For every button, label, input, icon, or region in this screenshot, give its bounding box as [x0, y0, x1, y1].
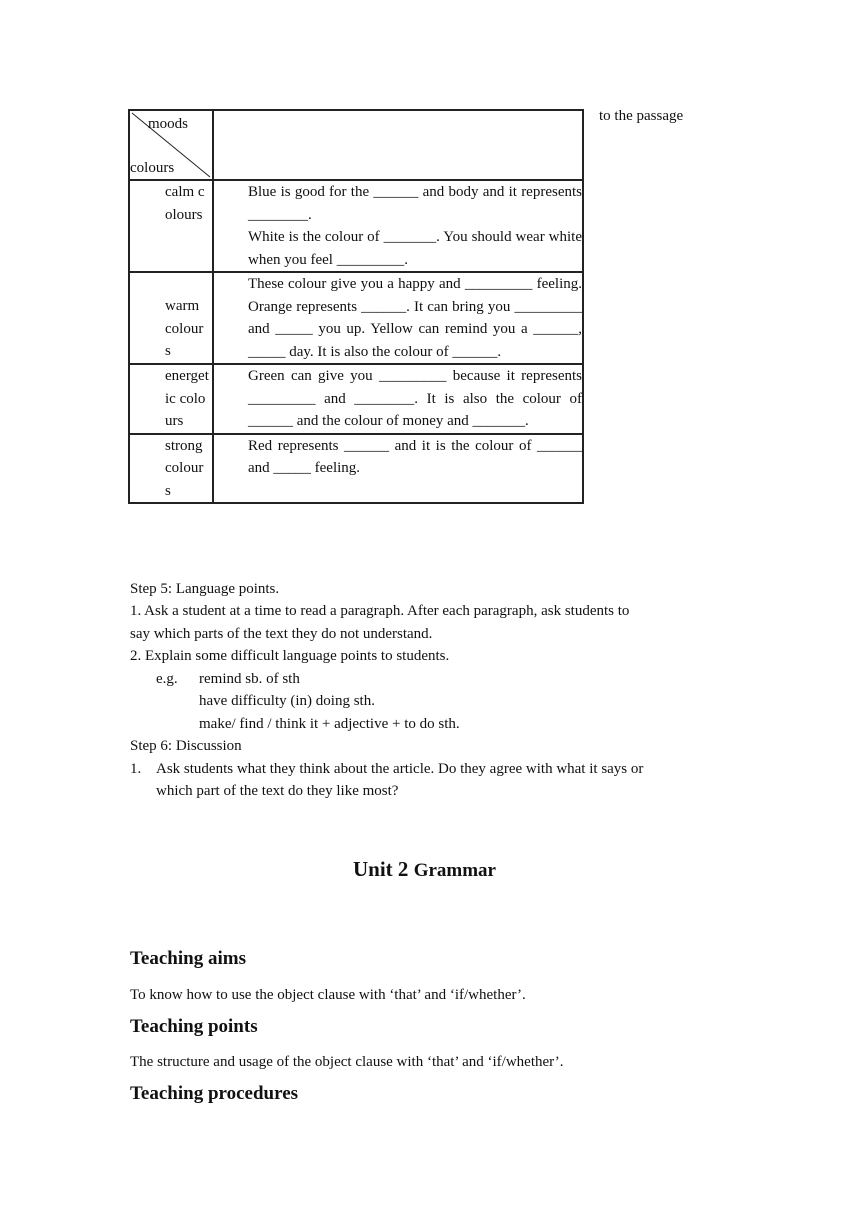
row-line: Blue is good for the ______ and body and it represents ________.	[248, 184, 582, 223]
eg-item: make/ find / think it + adjective + to do sth.	[199, 716, 460, 732]
step5-item1-line1: 1. Ask a student at a time to read a paragraph. After each paragraph, ask students to	[130, 603, 630, 619]
step6-title: Step 6: Discussion	[130, 738, 242, 754]
row-line: Green can give you _________ because it represents _________ and ________. It is also the colour of ______ and the colour of money and _______.	[248, 368, 582, 429]
teaching-aims-heading: Teaching aims	[130, 948, 246, 969]
header-colours: colours	[130, 160, 175, 176]
unit-title	[353, 857, 496, 882]
diagonal-header-cell	[129, 110, 213, 180]
table-header-row	[129, 110, 583, 180]
unit-title-main: Unit 2	[353, 857, 409, 881]
header-moods: moods	[148, 116, 189, 132]
eg-item: remind sb. of sth	[199, 671, 300, 687]
unit-title-sub: Grammar	[413, 860, 496, 881]
row-line: White is the colour of _______. You should wear white when you feel _________.	[248, 229, 582, 268]
step6-number: 1.	[130, 761, 142, 777]
row-label: warm colours	[165, 298, 204, 359]
step5-item1-line2: say which parts of the text they do not understand.	[130, 626, 433, 642]
row-label: energetic colours	[165, 368, 209, 429]
row-label: calm colours	[165, 184, 205, 223]
row-content-cell	[213, 272, 583, 364]
teaching-points-heading: Teaching points	[130, 1016, 258, 1037]
eg-label: e.g.	[156, 671, 178, 687]
table-row	[129, 434, 583, 504]
table-row	[129, 180, 583, 272]
table-row	[129, 272, 583, 364]
step6-line1: Ask students what they think about the article. Do they agree with what it says or	[156, 761, 644, 777]
step6-line2: which part of the text do they like most?	[156, 783, 399, 799]
row-label-cell	[129, 364, 213, 434]
teaching-aims-text: To know how to use the object clause with ‘that’ and ‘if/whether’.	[130, 987, 526, 1003]
row-content-cell	[213, 180, 583, 272]
row-content-cell	[213, 364, 583, 434]
step5-title: Step 5: Language points.	[130, 581, 280, 597]
side-note: to the passage	[599, 108, 684, 124]
row-label: strong colours	[165, 437, 204, 499]
eg-item: have difficulty (in) doing sth.	[199, 693, 375, 709]
row-label-cell	[129, 272, 213, 364]
row-label-cell	[129, 434, 213, 504]
row-line: These colour give you a happy and _________ feeling. Orange represents ______. It can bring you _________ and _____ you up. Yellow can remind you a ______, _____ day. It is also the colour of ______.	[248, 276, 582, 360]
header-empty-cell	[213, 110, 583, 180]
teaching-procedures-heading: Teaching procedures	[130, 1083, 299, 1104]
row-line: Red represents ______ and it is the colour of ______ and _____ feeling.	[248, 437, 582, 476]
moods-colours-table	[128, 109, 584, 504]
row-content-cell	[213, 434, 583, 504]
row-label-cell	[129, 180, 213, 272]
teaching-points-text: The structure and usage of the object clause with ‘that’ and ‘if/whether’.	[130, 1054, 564, 1070]
table-row	[129, 364, 583, 434]
step5-item2: 2. Explain some difficult language points to students.	[130, 648, 450, 664]
